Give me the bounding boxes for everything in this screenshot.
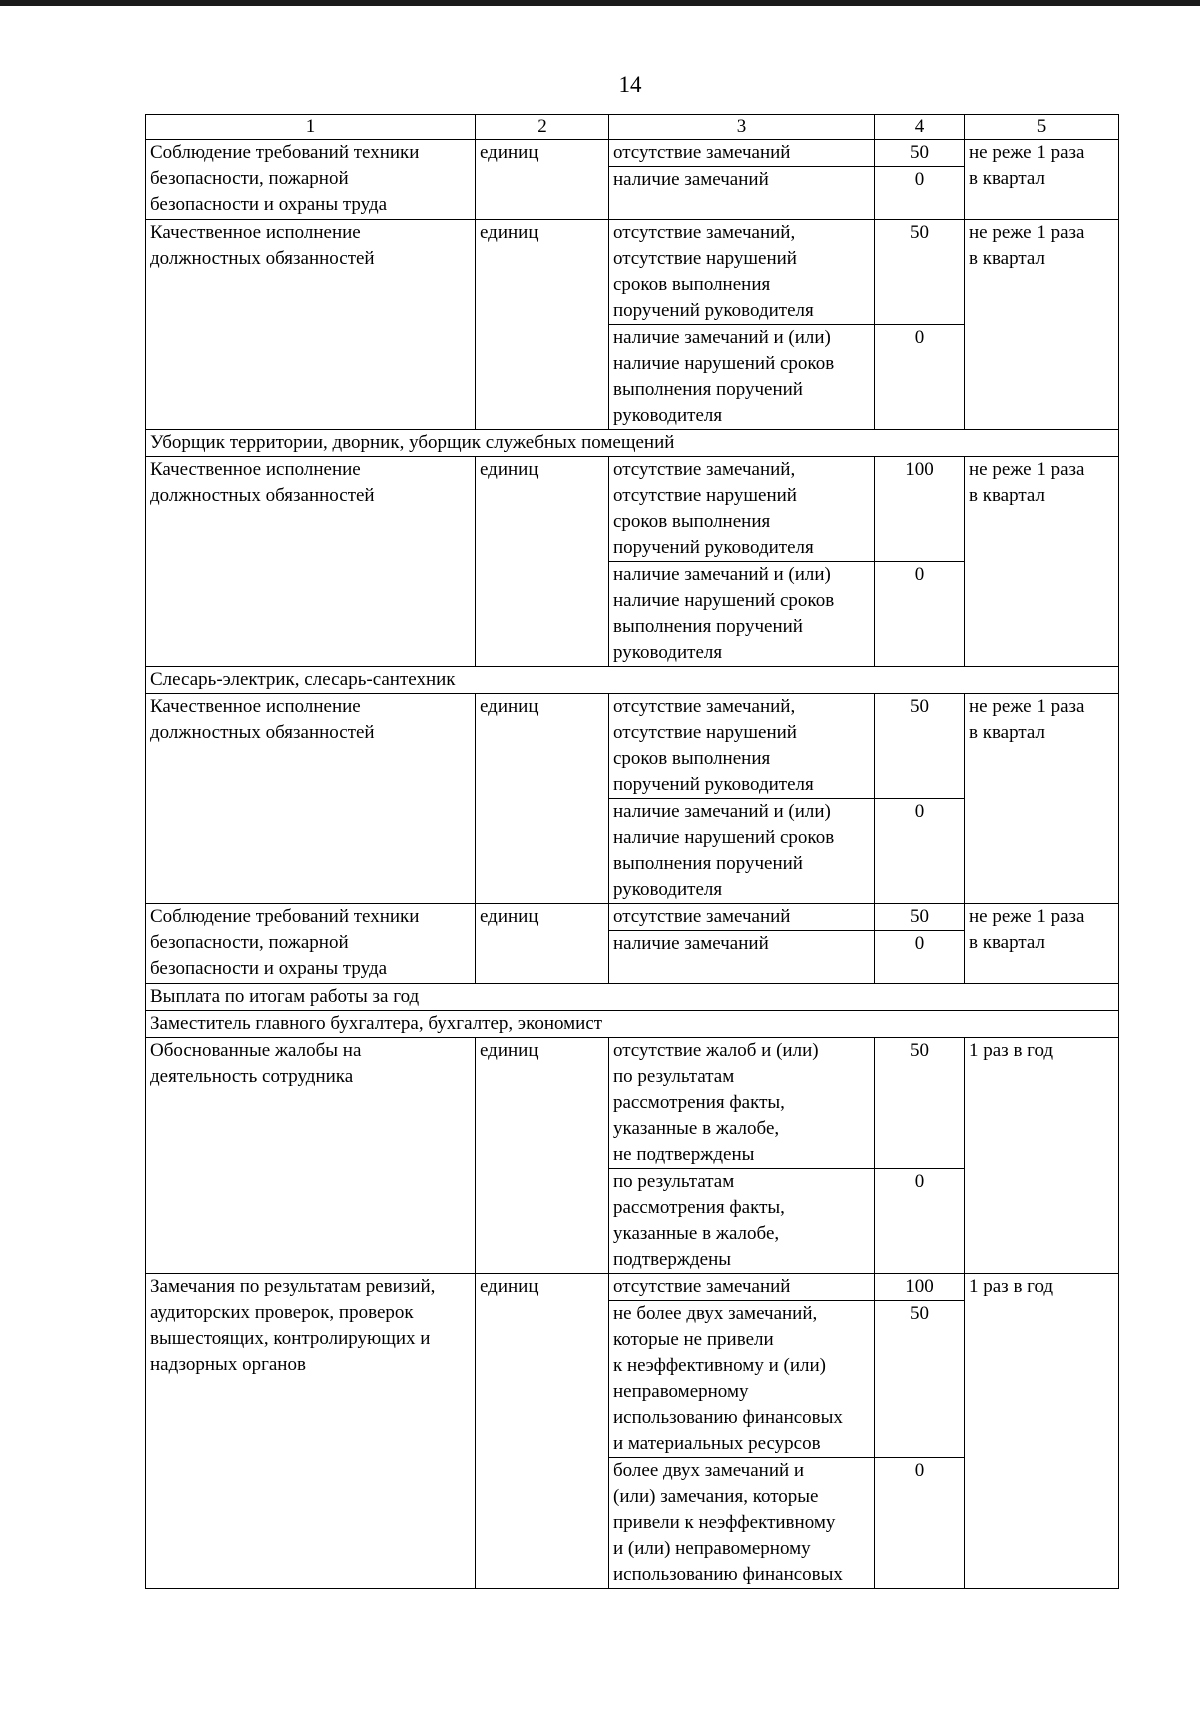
unit-cell: единиц — [476, 457, 609, 667]
condition-cell: наличие замечаний и (или) наличие нарушений сроков выполнения поручений руководителя — [609, 562, 875, 667]
criteria-table — [145, 114, 1119, 1589]
points-cell: 0 — [875, 1458, 965, 1589]
scan-edge — [0, 0, 1200, 6]
unit-cell: единиц — [476, 694, 609, 904]
frequency-cell: не реже 1 раза в квартал — [965, 220, 1119, 430]
column-header: 1 — [146, 115, 476, 140]
condition-cell: наличие замечаний и (или) наличие нарушений сроков выполнения поручений руководителя — [609, 325, 875, 430]
points-cell: 0 — [875, 799, 965, 904]
criterion-cell: Соблюдение требований техники безопасности, пожарной безопасности и охраны труда — [146, 140, 476, 220]
section-title: Слесарь-электрик, слесарь-сантехник — [146, 667, 1119, 694]
column-header: 4 — [875, 115, 965, 140]
points-cell: 50 — [875, 140, 965, 167]
points-cell: 50 — [875, 220, 965, 325]
section-row — [146, 430, 1119, 457]
points-cell: 0 — [875, 325, 965, 430]
frequency-cell: 1 раз в год — [965, 1274, 1119, 1589]
condition-cell: отсутствие жалоб и (или) по результатам рассмотрения факты, указанные в жалобе, не подтверждены — [609, 1038, 875, 1169]
points-cell: 50 — [875, 694, 965, 799]
points-cell: 0 — [875, 167, 965, 220]
criterion-cell: Соблюдение требований техники безопасности, пожарной безопасности и охраны труда — [146, 904, 476, 984]
condition-cell: наличие замечаний — [609, 931, 875, 984]
table-row — [146, 220, 1119, 325]
points-cell: 0 — [875, 562, 965, 667]
points-cell: 0 — [875, 931, 965, 984]
points-cell: 100 — [875, 1274, 965, 1301]
table-row — [146, 140, 1119, 167]
criterion-cell: Качественное исполнение должностных обязанностей — [146, 457, 476, 667]
condition-cell: не более двух замечаний, которые не привели к неэффективному и (или) неправомерному использованию финансовых и материальных ресурсов — [609, 1301, 875, 1458]
table-row — [146, 694, 1119, 799]
criterion-cell: Качественное исполнение должностных обязанностей — [146, 694, 476, 904]
table-row — [146, 1038, 1119, 1169]
condition-cell: наличие замечаний — [609, 167, 875, 220]
condition-cell: отсутствие замечаний — [609, 140, 875, 167]
condition-cell: отсутствие замечаний, отсутствие нарушений сроков выполнения поручений руководителя — [609, 220, 875, 325]
table-row — [146, 1274, 1119, 1301]
points-cell: 0 — [875, 1169, 965, 1274]
points-cell: 100 — [875, 457, 965, 562]
section-title: Выплата по итогам работы за год — [146, 984, 1119, 1011]
condition-cell: по результатам рассмотрения факты, указанные в жалобе, подтверждены — [609, 1169, 875, 1274]
condition-cell: отсутствие замечаний — [609, 1274, 875, 1301]
condition-cell: отсутствие замечаний, отсутствие нарушений сроков выполнения поручений руководителя — [609, 694, 875, 799]
frequency-cell: не реже 1 раза в квартал — [965, 140, 1119, 220]
section-title: Уборщик территории, дворник, уборщик служебных помещений — [146, 430, 1119, 457]
condition-cell: наличие замечаний и (или) наличие нарушений сроков выполнения поручений руководителя — [609, 799, 875, 904]
points-cell: 50 — [875, 1038, 965, 1169]
section-row — [146, 1011, 1119, 1038]
points-cell: 50 — [875, 1301, 965, 1458]
criterion-cell: Обоснованные жалобы на деятельность сотрудника — [146, 1038, 476, 1274]
condition-cell: отсутствие замечаний — [609, 904, 875, 931]
unit-cell: единиц — [476, 904, 609, 984]
frequency-cell: не реже 1 раза в квартал — [965, 457, 1119, 667]
unit-cell: единиц — [476, 220, 609, 430]
unit-cell: единиц — [476, 140, 609, 220]
table-row — [146, 904, 1119, 931]
section-row — [146, 667, 1119, 694]
column-header: 2 — [476, 115, 609, 140]
points-cell: 50 — [875, 904, 965, 931]
page-number: 14 — [618, 72, 642, 97]
frequency-cell: 1 раз в год — [965, 1038, 1119, 1274]
frequency-cell: не реже 1 раза в квартал — [965, 904, 1119, 984]
section-title: Заместитель главного бухгалтера, бухгалтер, экономист — [146, 1011, 1119, 1038]
table-header-row — [146, 115, 1119, 140]
condition-cell: более двух замечаний и (или) замечания, которые привели к неэффективному и (или) неправомерному использованию финансовых — [609, 1458, 875, 1589]
table-row — [146, 457, 1119, 562]
column-header: 5 — [965, 115, 1119, 140]
criterion-cell: Замечания по результатам ревизий, аудиторских проверок, проверок вышестоящих, контролирующих и надзорных органов — [146, 1274, 476, 1589]
condition-cell: отсутствие замечаний, отсутствие нарушений сроков выполнения поручений руководителя — [609, 457, 875, 562]
section-row — [146, 984, 1119, 1011]
unit-cell: единиц — [476, 1274, 609, 1589]
column-header: 3 — [609, 115, 875, 140]
frequency-cell: не реже 1 раза в квартал — [965, 694, 1119, 904]
unit-cell: единиц — [476, 1038, 609, 1274]
criterion-cell: Качественное исполнение должностных обязанностей — [146, 220, 476, 430]
